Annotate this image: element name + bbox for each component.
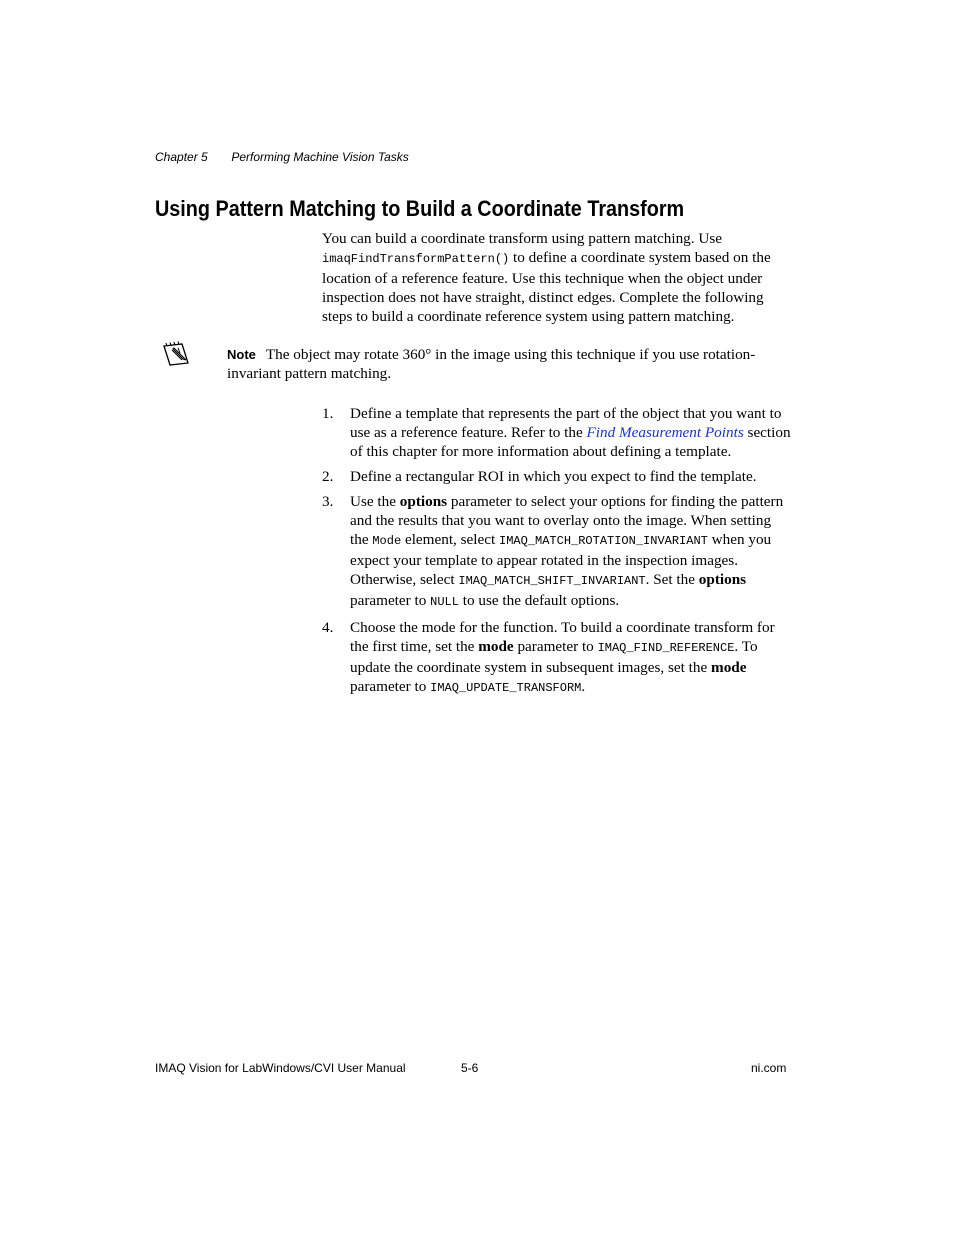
step-text [350, 404, 792, 461]
step-text-part: Define a template that represents the part of the object that you want to use as a reference feature. Refer to the [350, 405, 782, 441]
rotation-invariant-code: IMAQ_MATCH_ROTATION_INVARIANT [499, 534, 708, 548]
find-measurement-points-link[interactable]: Find Measurement Points [586, 424, 744, 441]
shift-invariant-code: IMAQ_MATCH_SHIFT_INVARIANT [458, 574, 646, 588]
step-number: 3. [322, 493, 334, 510]
step-text-part: . [581, 678, 586, 695]
note-label: Note [227, 347, 256, 362]
header-chapter: Chapter 5 [155, 150, 208, 164]
intro-text-2: to define a coordinate system based on the location of a reference feature. Use this technique when the object under inspection does not have straight, distinct edges. Complete the following steps to build a coordinate reference system using pattern matching. [322, 249, 771, 325]
step-text-part: Choose the mode for the function. To build a coordinate transform for the first time, set the [350, 619, 775, 655]
list-item [322, 492, 792, 612]
step-text-part: parameter to select your options for finding the pattern and the results that you want to overlay onto the image. When setting the [350, 493, 784, 548]
step-text-part: parameter to [350, 592, 431, 609]
list-item [322, 467, 792, 486]
step-text-part: parameter to [350, 678, 431, 695]
function-name-code: imaqFindTransformPattern() [322, 252, 510, 266]
step-text [350, 618, 792, 698]
step-text-part: . Set the [645, 571, 699, 588]
intro-paragraph [322, 229, 788, 326]
update-transform-code: IMAQ_UPDATE_TRANSFORM [430, 681, 582, 695]
footer-website: ni.com [751, 1061, 787, 1075]
null-code: NULL [430, 595, 459, 609]
step-number: 2. [322, 468, 334, 485]
mode-code: Mode [372, 534, 402, 548]
options-param-bold: options [399, 493, 448, 510]
intro-text-1: You can build a coordinate transform using pattern matching. Use [322, 230, 722, 247]
mode-param-bold: mode [711, 659, 747, 676]
step-text-part: Use the [350, 493, 400, 510]
running-header [155, 150, 409, 164]
note-block [227, 345, 787, 383]
mode-param-bold: mode [478, 638, 514, 655]
step-text-part: element, select [401, 531, 500, 548]
note-icon [161, 339, 191, 369]
footer-manual-title: IMAQ Vision for LabWindows/CVI User Manual [155, 1061, 406, 1075]
step-text-part: to use the default options. [458, 592, 620, 609]
step-text: Define a rectangular ROI in which you expect to find the template. [350, 468, 757, 485]
step-text-part: parameter to [513, 638, 598, 655]
section-heading: Using Pattern Matching to Build a Coordinate Transform [155, 196, 685, 221]
header-section: Performing Machine Vision Tasks [231, 150, 409, 164]
step-text [350, 492, 792, 612]
step-text-part: . To update the coordinate system in subsequent images, set the [350, 638, 758, 676]
options-param-bold: options [698, 571, 747, 588]
find-reference-code: IMAQ_FIND_REFERENCE [597, 641, 735, 655]
step-text-part: when you expect your template to appear rotated in the inspection images. Otherwise, select [350, 531, 772, 588]
step-text-part: section of this chapter for more information about defining a template. [350, 424, 791, 460]
footer-page-number: 5-6 [461, 1061, 479, 1075]
list-item [322, 404, 792, 461]
note-text: The object may rotate 360° in the image using this technique if you use rotation-invariant pattern matching. [227, 346, 756, 382]
step-number: 1. [322, 405, 334, 422]
step-number: 4. [322, 619, 334, 636]
list-item [322, 618, 792, 698]
steps-list [322, 404, 792, 704]
